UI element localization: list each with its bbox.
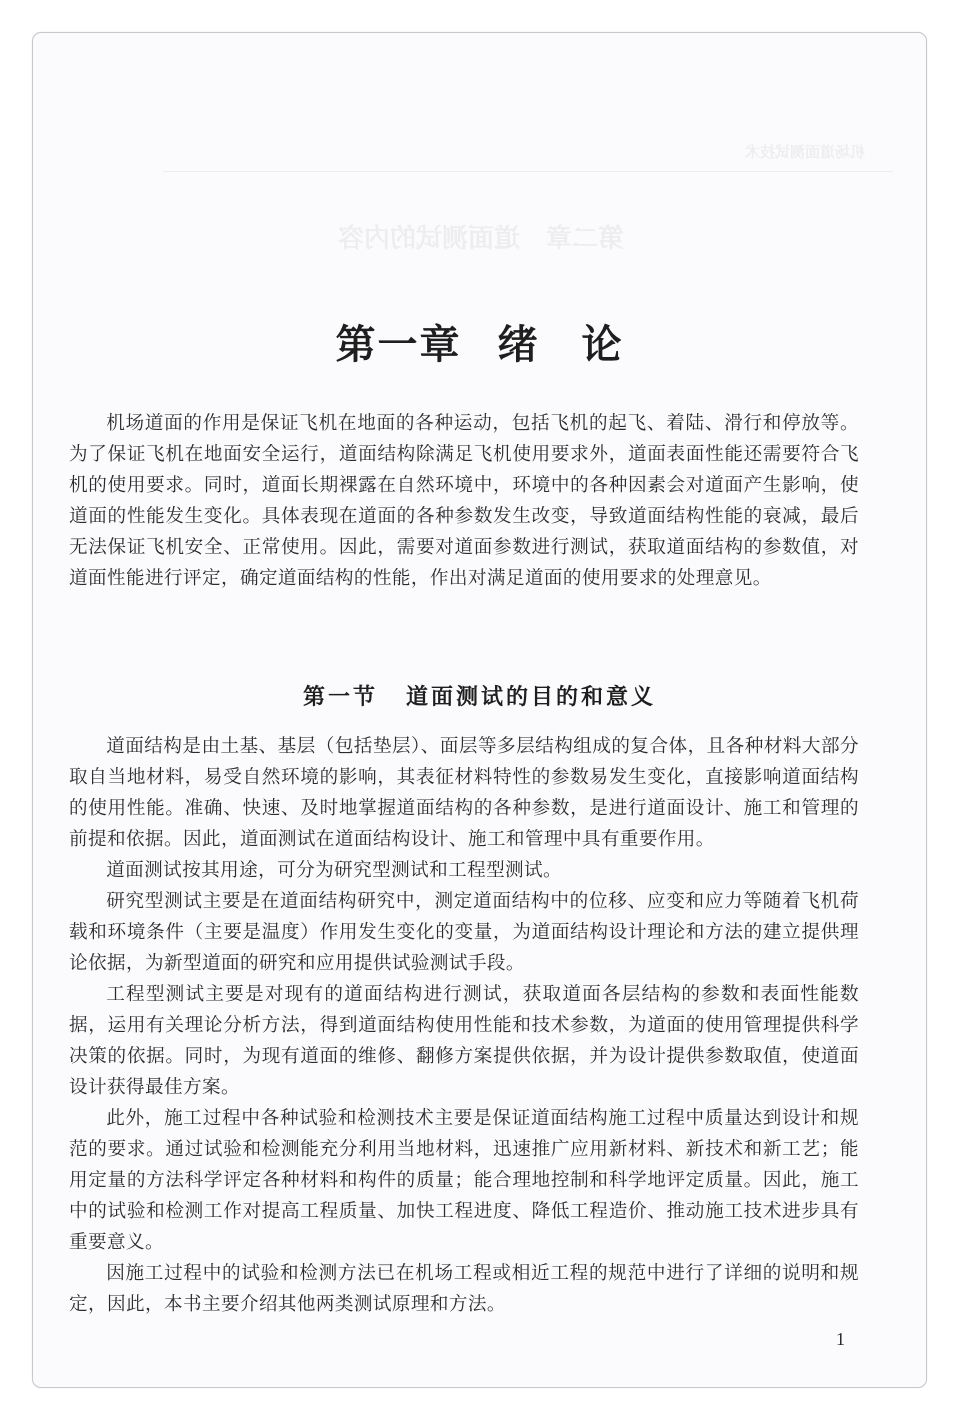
chapter-name: 绪 论 xyxy=(497,321,624,368)
show-through-chapter: 第二章 道面测试的内容 xyxy=(338,224,625,254)
chapter-intro xyxy=(69,408,859,594)
section-title xyxy=(33,680,926,711)
chapter-number: 第一章 xyxy=(335,321,462,368)
section-body xyxy=(69,731,859,1320)
body-paragraph: 工程型测试主要是对现有的道面结构进行测试，获取道面各层结构的参数和表面性能数据，运用有关理论分析方法，得到道面结构使用性能和技术参数，为道面的使用管理提供科学决策的依据。同时，为现有道面的维修、翻修方案提供依据，并为设计提供参数取值，使道面设计获得最佳方案。 xyxy=(69,984,859,1098)
body-paragraph: 研究型测试主要是在道面结构研究中，测定道面结构中的位移、应变和应力等随着飞机荷载和环境条件（主要是温度）作用发生变化的变量，为道面结构设计理论和方法的建立提供理论依据，为新型道面的研究和应用提供试验测试手段。 xyxy=(69,891,859,974)
chapter-title xyxy=(33,313,926,370)
body-paragraph: 道面测试按其用途，可分为研究型测试和工程型测试。 xyxy=(106,860,563,881)
section-name: 道面测试的目的和意义 xyxy=(406,684,657,711)
body-paragraph: 道面结构是由土基、基层（包括垫层）、面层等多层结构组成的复合体，且各种材料大部分取自当地材料，易受自然环境的影响，其表征材料特性的参数易发生变化，直接影响道面结构的使用性能。准确、快速、及时地掌握道面结构的各种参数，是进行道面设计、施工和管理的前提和依据。因此，道面测试在道面结构设计、施工和管理中具有重要作用。 xyxy=(69,736,859,850)
show-through-header: 机场道面测试技术 xyxy=(745,143,866,161)
body-paragraph: 因施工过程中的试验和检测方法已在机场工程或相近工程的规范中进行了详细的说明和规定，因此，本书主要介绍其他两类测试原理和方法。 xyxy=(69,1263,859,1315)
book-page xyxy=(32,32,927,1388)
show-through-header-rule xyxy=(163,171,893,172)
body-paragraph: 此外，施工过程中各种试验和检测技术主要是保证道面结构施工过程中质量达到设计和规范的要求。通过试验和检测能充分利用当地材料，迅速推广应用新材料、新技术和新工艺；能用定量的方法科学评定各种材料和构件的质量；能合理地控制和科学地评定质量。因此，施工中的试验和检测工作对提高工程质量、加快工程进度、降低工程造价、推动施工技术进步具有重要意义。 xyxy=(69,1108,859,1253)
intro-paragraph: 机场道面的作用是保证飞机在地面的各种运动，包括飞机的起飞、着陆、滑行和停放等。为了保证飞机在地面安全运行，道面结构除满足飞机使用要求外，道面表面性能还需要符合飞机的使用要求。同时，道面长期裸露在自然环境中，环境中的各种因素会对道面产生影响，使道面的性能发生变化。具体表现在道面的各种参数发生改变，导致道面结构性能的衰减，最后无法保证飞机安全、正常使用。因此，需要对道面参数进行测试，获取道面结构的参数值，对道面性能进行评定，确定道面结构的性能，作出对满足道面的使用要求的处理意见。 xyxy=(69,413,859,589)
section-number: 第一节 xyxy=(302,684,378,711)
page-number: 1 xyxy=(836,1329,845,1349)
